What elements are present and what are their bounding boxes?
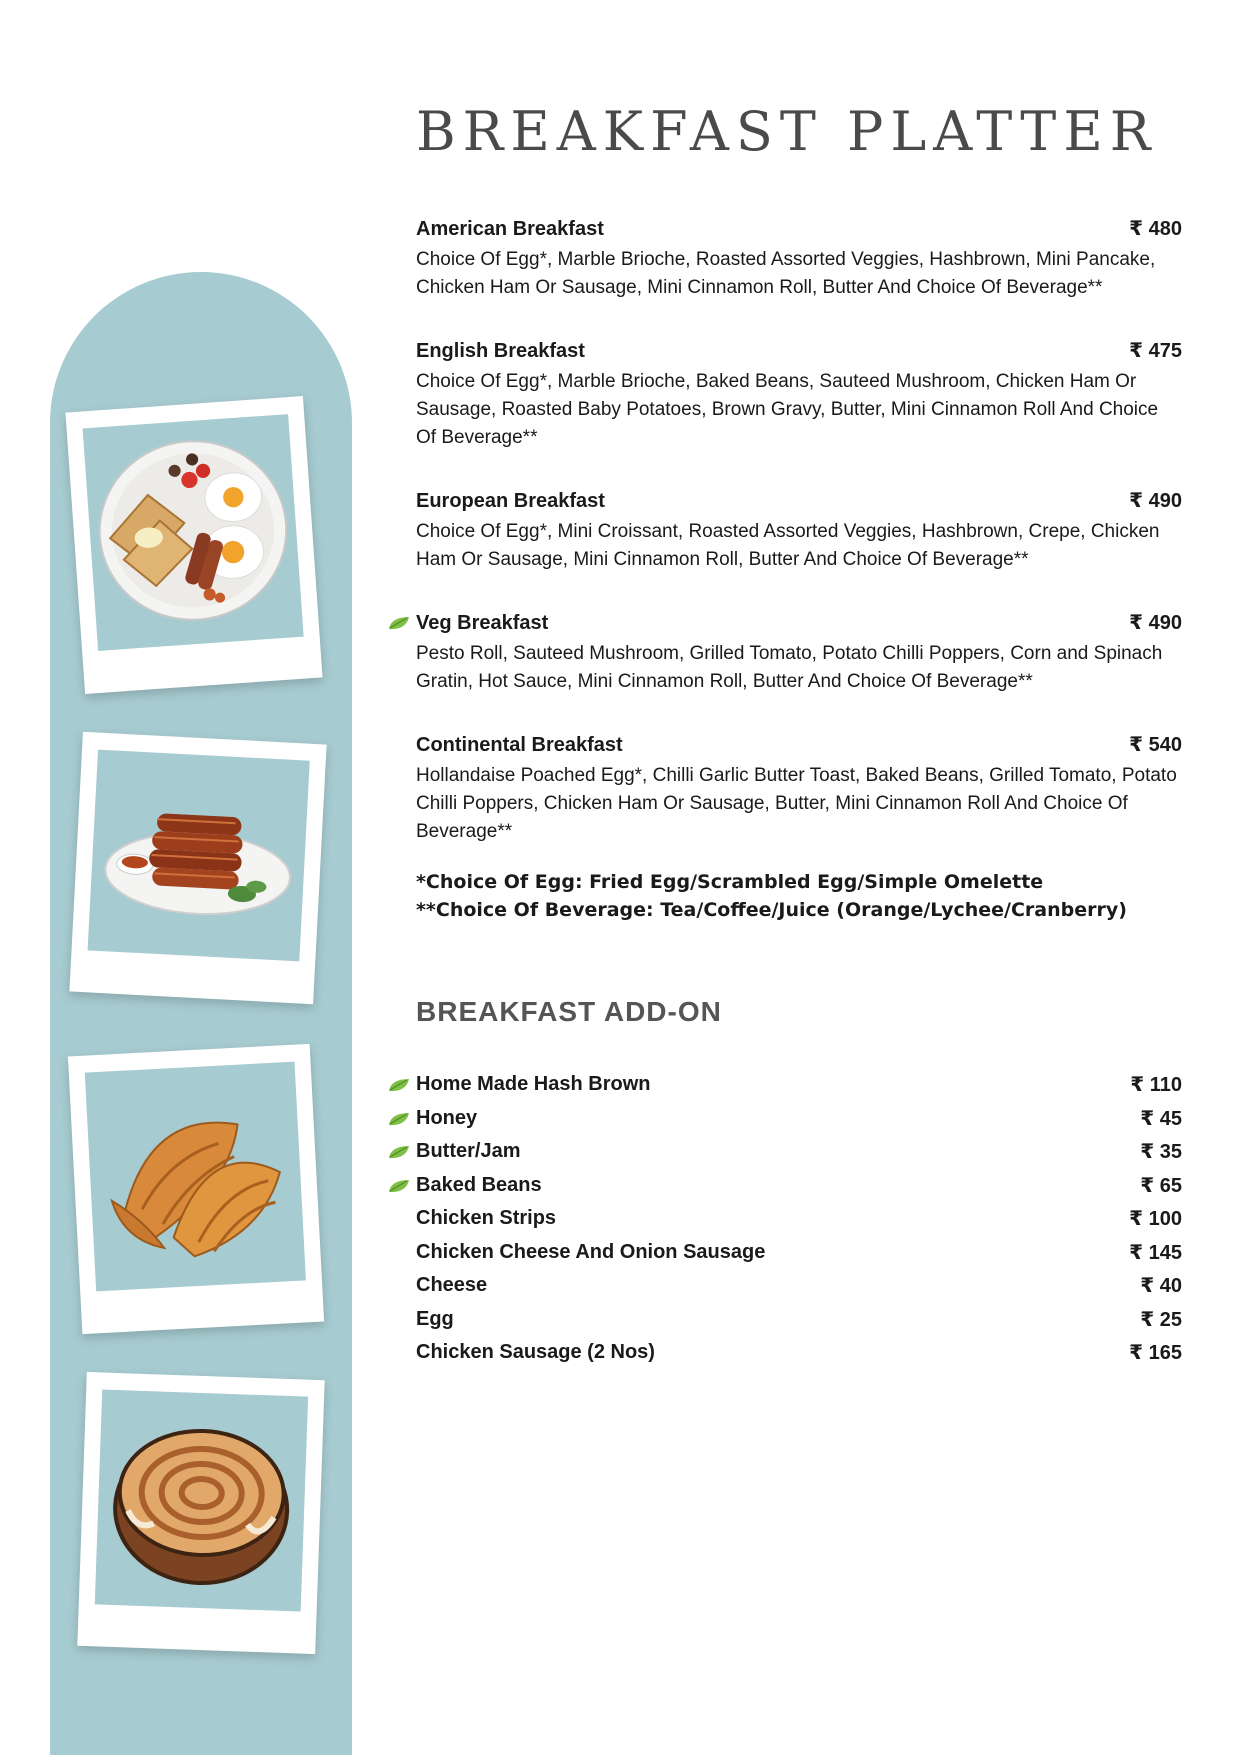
item-name: Veg Breakfast [416,612,549,634]
addon-price: ₹ 25 [1140,1308,1182,1331]
veg-leaf-icon [388,1144,410,1160]
addon-name: Chicken Cheese And Onion Sausage [416,1240,766,1263]
item-name: English Breakfast [416,340,585,362]
cinnamon-roll-illustration [95,1389,308,1611]
item-description: Choice Of Egg*, Mini Croissant, Roasted Assorted Veggies, Hashbrown, Crepe, Chicken Ham Or Sausage, Mini Cinnamon Roll, Butter And Choice Of Beverage** [416,521,1160,570]
addon-price: ₹ 110 [1130,1074,1182,1097]
menu-item [416,732,1182,846]
addon-item [416,1269,1182,1303]
veg-leaf-icon [388,615,410,631]
addon-price: ₹ 145 [1129,1241,1182,1264]
addon-item [416,1068,1182,1102]
item-description: Choice Of Egg*, Marble Brioche, Roasted Assorted Veggies, Hashbrown, Mini Pancake, Chicken Ham Or Sausage, Mini Cinnamon Roll, Butter And Choice Of Beverage** [416,249,1156,298]
addon-name: Baked Beans [416,1173,542,1196]
addon-item [416,1169,1182,1203]
page-title: BREAKFAST PLATTER [416,100,1158,163]
breakfast-plate-photo [83,414,304,651]
polaroid-cinnamon-roll [77,1372,324,1654]
item-name: European Breakfast [416,490,605,512]
item-description: Choice Of Egg*, Marble Brioche, Baked Beans, Sauteed Mushroom, Chicken Ham Or Sausage, Roasted Baby Potatoes, Brown Gravy, Butter, Mini Cinnamon Roll And Choice Of Beverage** [416,371,1159,448]
beverage-choice-note: **Choice Of Beverage: Tea/Coffee/Juice (Orange/Lychee/Cranberry) [416,899,1127,921]
addon-price: ₹ 100 [1129,1208,1182,1231]
addon-list [416,1068,1182,1370]
croissant-illustration [85,1062,306,1292]
polaroid-breakfast-plate [65,396,322,694]
sausages-photo [88,750,310,962]
croissants-photo [85,1062,306,1292]
item-description: Pesto Roll, Sauteed Mushroom, Grilled Tomato, Potato Chilli Poppers, Corn and Spinach Gratin, Hot Sauce, Mini Cinnamon Roll, Butter And Choice Of Beverage** [416,643,1163,692]
addon-name: Butter/Jam [416,1140,521,1163]
veg-leaf-icon [388,1111,410,1127]
polaroid-sausages [69,732,326,1004]
item-price: ₹ 490 [1129,612,1182,634]
egg-choice-note: *Choice Of Egg: Fried Egg/Scrambled Egg/Simple Omelette [416,871,1044,893]
addon-item [416,1202,1182,1236]
addon-price: ₹ 165 [1129,1342,1182,1365]
item-price: ₹ 475 [1129,340,1182,362]
breakfast-plate-illustration [83,414,304,651]
addon-item [416,1236,1182,1270]
addon-name: Chicken Sausage (2 Nos) [416,1341,655,1364]
menu-item [416,610,1182,696]
breakfast-items [416,216,1182,882]
menu-item [416,488,1182,574]
item-name: American Breakfast [416,218,604,240]
addon-name: Cheese [416,1274,488,1297]
item-name: Continental Breakfast [416,734,623,756]
addon-price: ₹ 45 [1140,1107,1182,1130]
item-price: ₹ 490 [1129,490,1182,512]
cinnamon-roll-photo [95,1389,308,1611]
addon-price: ₹ 35 [1140,1141,1182,1164]
item-price: ₹ 480 [1129,218,1182,240]
menu-item [416,216,1182,302]
menu-item [416,338,1182,452]
veg-leaf-icon [388,1178,410,1194]
veg-leaf-icon [388,1077,410,1093]
addon-name: Honey [416,1106,478,1129]
addon-item [416,1303,1182,1337]
item-description: Hollandaise Poached Egg*, Chilli Garlic Butter Toast, Baked Beans, Grilled Tomato, Potato Chilli Poppers, Chicken Ham Or Sausage, Butter, Mini Cinnamon Roll And Choice Of Beverage** [416,765,1177,842]
addon-section-title: BREAKFAST ADD-ON [416,996,722,1027]
addon-name: Chicken Strips [416,1207,557,1230]
addon-price: ₹ 40 [1140,1275,1182,1298]
addon-item [416,1336,1182,1370]
choice-notes [416,868,1182,924]
sausage-plate-illustration [88,750,310,962]
polaroid-croissants [68,1044,324,1334]
addon-name: Egg [416,1307,454,1330]
item-price: ₹ 540 [1129,734,1182,756]
addon-item [416,1135,1182,1169]
addon-name: Home Made Hash Brown [416,1073,651,1096]
addon-price: ₹ 65 [1140,1174,1182,1197]
addon-item [416,1102,1182,1136]
